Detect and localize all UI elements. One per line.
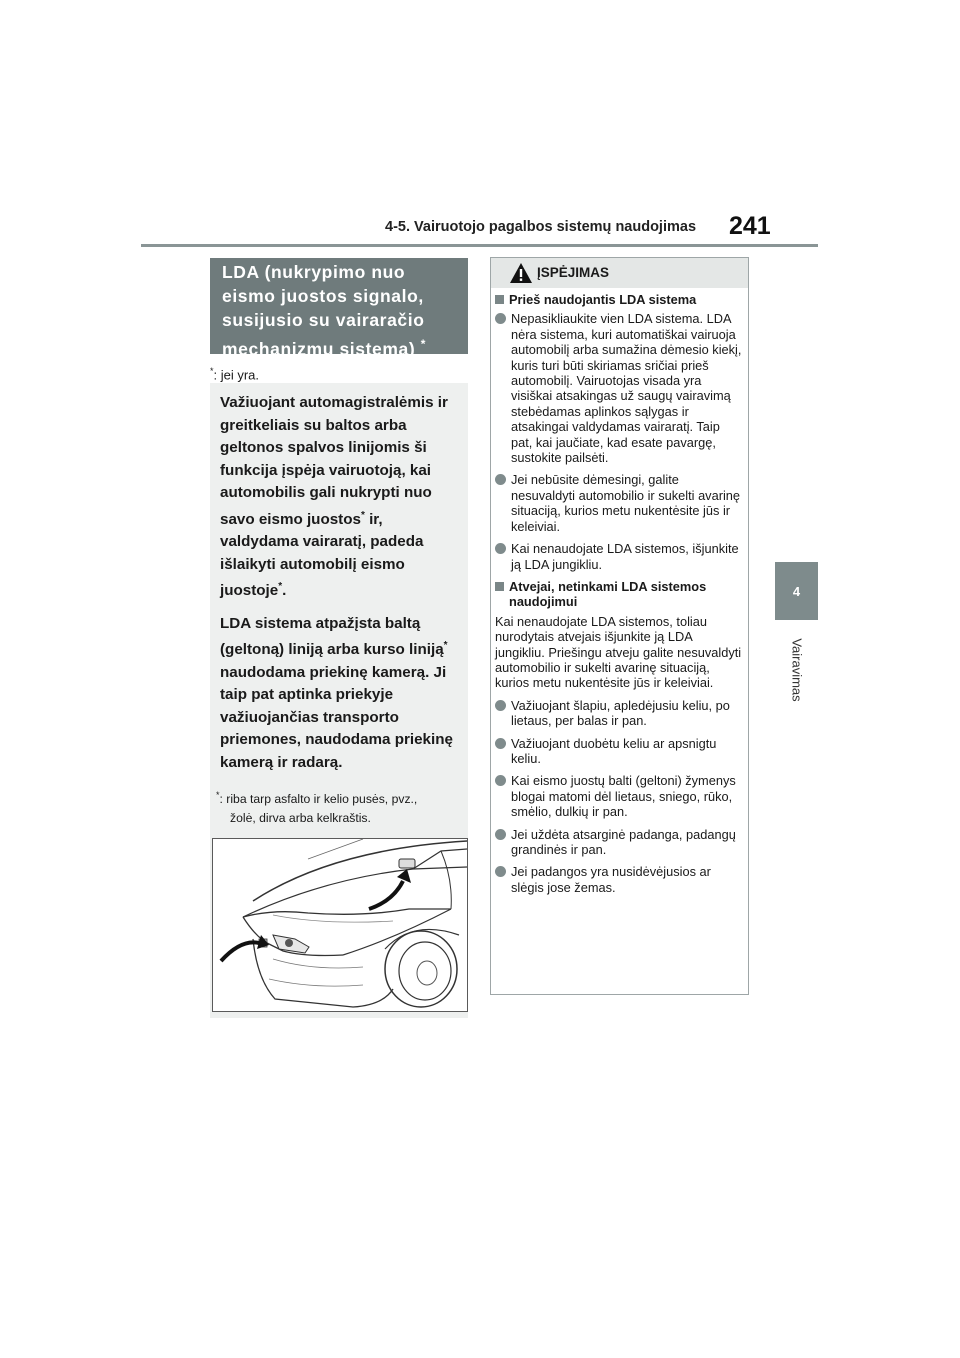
warning-section-1 xyxy=(495,292,743,307)
square-bullet-icon xyxy=(495,295,504,304)
bullet-icon xyxy=(495,474,506,485)
para2-asterisk: * xyxy=(443,640,448,652)
warning-body xyxy=(495,292,743,902)
para1-asterisk-2: * xyxy=(278,581,283,593)
list-item-text: Važiuojant duobėtu keliu ar apsnigtu keliu. xyxy=(511,735,717,766)
list-item xyxy=(495,311,743,465)
bullet-icon xyxy=(495,866,506,877)
bullet-icon xyxy=(495,738,506,749)
section-heading xyxy=(222,260,462,361)
bullet-icon xyxy=(495,829,506,840)
list-item xyxy=(495,472,743,534)
chapter-label: Vairavimas xyxy=(789,638,805,702)
list-item xyxy=(495,827,743,858)
warning-section-2 xyxy=(495,579,743,610)
fn2-line-1: : riba tarp asfalto ir kelio pusės, pvz., xyxy=(219,792,418,807)
warning-title: ĮSPĖJIMAS xyxy=(537,265,610,280)
list-item xyxy=(495,773,743,819)
availability-footnote xyxy=(210,366,259,382)
heading-text: LDA (nukrypimo nuo eismo juostos signalo, susijusio su vairaračio mechanizmu sistema) xyxy=(222,262,425,359)
page-number: 241 xyxy=(729,212,771,240)
footnote-asterisk: * xyxy=(210,366,214,376)
chapter-number: 4 xyxy=(792,583,801,599)
warning-box xyxy=(490,257,749,995)
car-front-camera-radar-diagram xyxy=(213,839,467,1011)
list-item-text: Kai nenaudojate LDA sistemos, išjunkite ją LDA jungikliu. xyxy=(511,541,739,572)
description-text xyxy=(220,392,460,784)
para1-part-c: . xyxy=(282,582,287,600)
fn2-asterisk: * xyxy=(216,790,220,800)
section-title: 4-5. Vairuotojo pagalbos sistemų naudojimas xyxy=(385,219,697,235)
list-item xyxy=(495,736,743,767)
bullet-icon xyxy=(495,775,506,786)
list-item xyxy=(495,698,743,729)
footnote-text: : jei yra. xyxy=(213,367,260,383)
section-2-intro: Kai nenaudojate LDA sistemos, toliau nurodytais atvejais išjunkite ją LDA jungikliu. Priešingu atveju galite nesuvaldyti automobilio ir sukelti avarinę situaciją, kurios metu nukentėsite jūs ir keleiviai. xyxy=(495,613,742,691)
list-item xyxy=(495,864,743,895)
para2-part-a: LDA sistema atpažįsta baltą (geltoną) liniją arba kurso liniją xyxy=(220,614,444,659)
para1-part-a: Važiuojant automagistralėmis ir greitkeliais su baltos arba geltonos spalvos linijomis ši funkcija įspėja vairuotoją, kai automobilis gali nukrypti nuo savo eismo juostos xyxy=(220,394,448,528)
description-paragraph-1 xyxy=(220,392,460,603)
boundary-footnote xyxy=(216,786,464,828)
chapter-label-box xyxy=(777,630,817,710)
bullet-icon xyxy=(495,543,506,554)
list-item xyxy=(495,541,743,572)
list-item-text: Kai eismo juostų balti (geltoni) žymenys blogai matomi dėl lietaus, sniego, rūko, smėlio, dulkių ir pan. xyxy=(511,773,736,820)
list-item-text: Jei uždėta atsarginė padanga, padangų grandinės ir pan. xyxy=(511,826,736,857)
chapter-tab xyxy=(775,562,818,620)
warning-header xyxy=(491,258,748,288)
fn2-line-2: žolė, dirva arba kelkraštis. xyxy=(230,811,371,826)
header-rule xyxy=(141,244,818,247)
section-2-heading: Atvejai, netinkami LDA sistemos naudojimui xyxy=(509,578,707,610)
bullet-icon xyxy=(495,313,506,324)
list-item-text: Jei padangos yra nusidėvėjusios ar slėgis jose žemas. xyxy=(511,864,711,895)
list-item-text: Važiuojant šlapiu, apledėjusiu keliu, po lietaus, per balas ir pan. xyxy=(511,697,730,729)
para2-part-b: naudodama priekinę kamerą. Ji taip pat aptinka priekyje važiuojančias transporto priemones, naudodama priekinę kamerą ir radarą. xyxy=(220,663,453,771)
para1-asterisk-1: * xyxy=(360,509,365,521)
list-item-text: Jei nebūsite dėmesingi, galite nesuvaldyti automobilio ir sukelti avarinę situaciją, kurios metu nukentėsite jūs ir keleiviai. xyxy=(511,472,741,534)
list-item-text: Nepasikliaukite vien LDA sistema. LDA nėra sistema, kuri automatiškai vairuoja automobilį arba sumažina dėmesio kiekį, kuris turi būti skiriamas sričiai prieš automobilį. Vairuotojas visada yra visiškai atsakingas už saugų vairavimą stebėdamas aplinkos sąlygas ir atsakingai valdydamas vairaratį. Taip pat, kai jaučiate, kad esate pavargę, sustokite pailsėti. xyxy=(511,311,742,466)
heading-asterisk: * xyxy=(420,337,427,351)
description-paragraph-2 xyxy=(220,613,460,775)
section-1-heading: Prieš naudojantis LDA sistema xyxy=(509,292,697,307)
para1-part-b: ir, valdydama vairaratį, padeda išlaikyti automobilį eismo juostoje xyxy=(220,510,424,600)
square-bullet-icon xyxy=(495,582,504,591)
car-illustration xyxy=(212,838,468,1012)
warning-triangle-icon xyxy=(509,262,533,284)
bullet-icon xyxy=(495,700,506,711)
